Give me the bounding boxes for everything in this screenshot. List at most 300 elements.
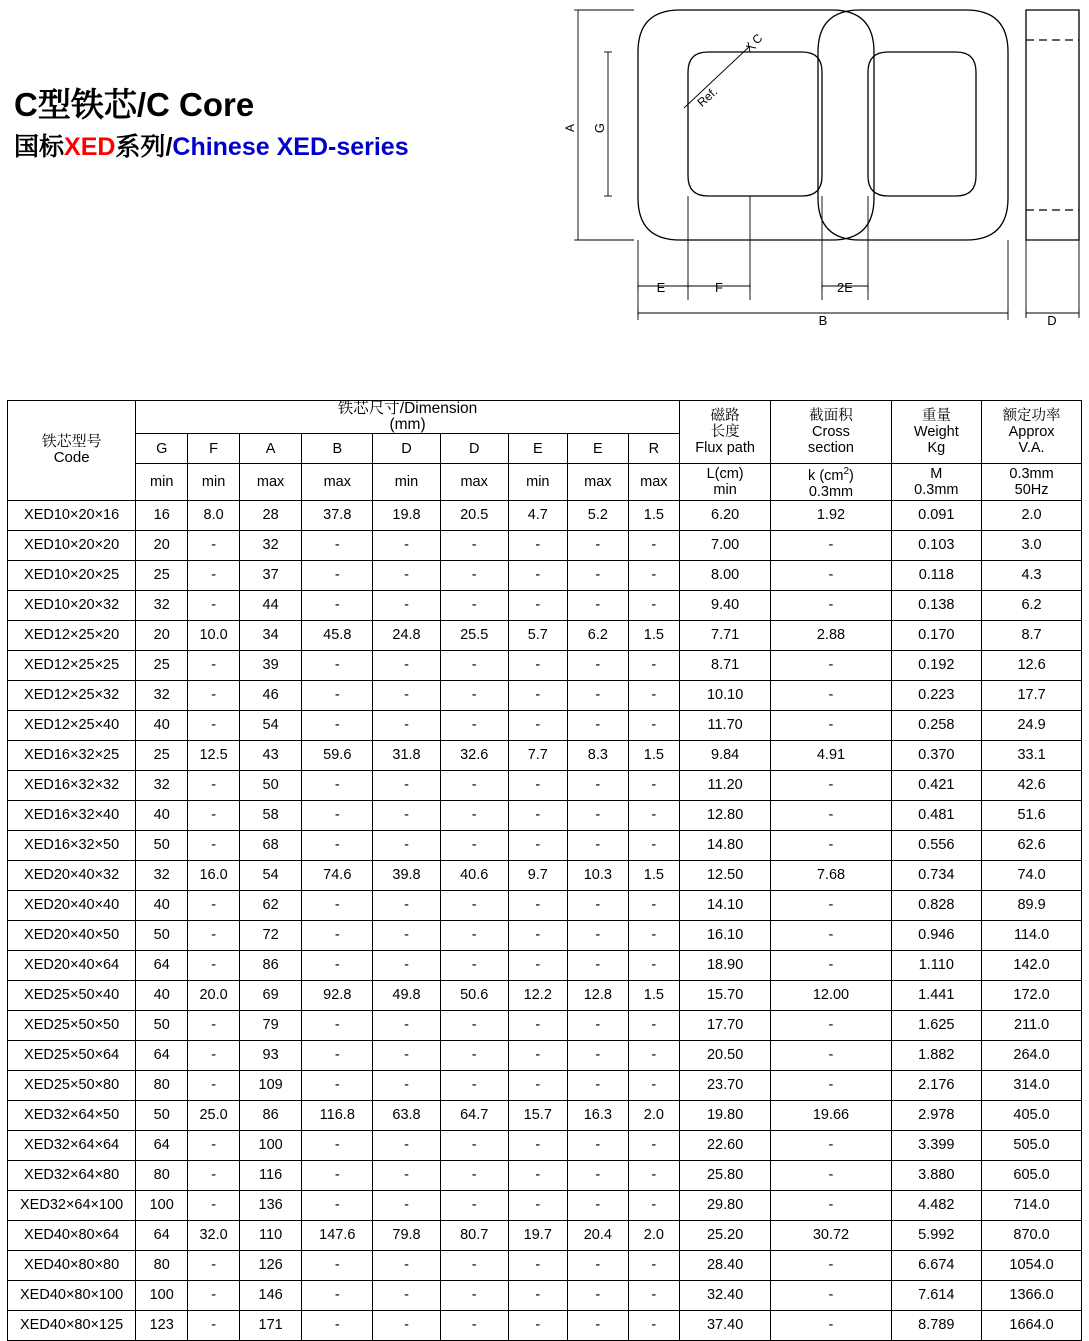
page-title-text: C型铁芯/C Core (14, 86, 255, 123)
table-cell: 39 (240, 650, 302, 680)
table-cell: 37.40 (679, 1310, 771, 1340)
header-qual-R: max (628, 464, 679, 501)
table-cell: 18.90 (679, 950, 771, 980)
table-cell: 86 (240, 950, 302, 980)
table-cell: - (188, 1070, 240, 1100)
table-cell: - (771, 1160, 891, 1190)
table-cell: 0.170 (891, 620, 982, 650)
header-qual-A: max (240, 464, 302, 501)
cell-code: XED32×64×100 (8, 1190, 136, 1220)
header-qual-Emax: max (567, 464, 628, 501)
cell-code: XED32×64×50 (8, 1100, 136, 1130)
table-cell: - (508, 950, 567, 980)
table-cell: - (440, 560, 508, 590)
table-cell: - (567, 920, 628, 950)
table-cell: - (373, 590, 440, 620)
cell-code: XED16×32×25 (8, 740, 136, 770)
header-flux-path (679, 401, 771, 464)
table-row (8, 500, 1082, 530)
table-cell: - (373, 830, 440, 860)
header-dimension-unit: (mm) (389, 416, 426, 433)
cell-code: XED25×50×40 (8, 980, 136, 1010)
table-cell: - (567, 710, 628, 740)
table-cell: 68 (240, 830, 302, 860)
table-cell: - (771, 830, 891, 860)
table-cell: - (440, 650, 508, 680)
table-cell: 80.7 (440, 1220, 508, 1250)
table-cell: 63.8 (373, 1100, 440, 1130)
table-cell: 15.70 (679, 980, 771, 1010)
table-cell: - (508, 1070, 567, 1100)
table-cell: - (771, 590, 891, 620)
table-cell: 24.8 (373, 620, 440, 650)
table-cell: 405.0 (982, 1100, 1082, 1130)
table-cell: - (628, 590, 679, 620)
table-cell: 64 (136, 1130, 188, 1160)
table-cell: - (508, 1190, 567, 1220)
header-flux-sub1: L(cm) (706, 465, 744, 482)
table-cell: 32 (136, 680, 188, 710)
header-flux-sub2: min (713, 481, 737, 498)
header-code-en: Code (53, 449, 90, 467)
table-cell: - (771, 1070, 891, 1100)
table-cell: 146 (240, 1280, 302, 1310)
table-row (8, 1280, 1082, 1310)
table-cell: 0.103 (891, 530, 982, 560)
table-cell: - (373, 800, 440, 830)
header-power-en2: V.A. (1018, 440, 1045, 456)
table-cell: 32.6 (440, 740, 508, 770)
table-cell: 51.6 (982, 800, 1082, 830)
table-cell: 54 (240, 860, 302, 890)
table-cell: - (771, 560, 891, 590)
header-flux-cn2: 长度 (710, 424, 740, 440)
table-cell: 74.6 (302, 860, 373, 890)
table-cell: - (771, 1310, 891, 1340)
cell-code: XED40×80×100 (8, 1280, 136, 1310)
table-cell: - (771, 530, 891, 560)
table-cell: 45.8 (302, 620, 373, 650)
table-cell: - (373, 1010, 440, 1040)
table-cell: 1.5 (628, 740, 679, 770)
table-cell: - (508, 530, 567, 560)
table-cell: - (302, 1280, 373, 1310)
specification-table (7, 400, 1082, 1341)
table-cell: 16.3 (567, 1100, 628, 1130)
table-cell: 12.50 (679, 860, 771, 890)
table-cell: 0.946 (891, 920, 982, 950)
table-cell: - (508, 710, 567, 740)
table-cell: 109 (240, 1070, 302, 1100)
table-cell: - (373, 890, 440, 920)
cell-code: XED20×40×40 (8, 890, 136, 920)
table-cell: 6.2 (982, 590, 1082, 620)
table-row (8, 1190, 1082, 1220)
table-row (8, 740, 1082, 770)
table-cell: - (188, 830, 240, 860)
table-cell: - (188, 1010, 240, 1040)
table-cell: 0.481 (891, 800, 982, 830)
specification-table-wrapper (7, 400, 1082, 1341)
table-cell: 30.72 (771, 1220, 891, 1250)
table-cell: 0.091 (891, 500, 982, 530)
table-cell: 314.0 (982, 1070, 1082, 1100)
table-cell: 32 (240, 530, 302, 560)
table-cell: - (440, 710, 508, 740)
table-cell: 58 (240, 800, 302, 830)
cell-code: XED25×50×80 (8, 1070, 136, 1100)
table-cell: 6.674 (891, 1250, 982, 1280)
table-cell: 43 (240, 740, 302, 770)
table-cell: - (567, 590, 628, 620)
table-cell: - (628, 1040, 679, 1070)
table-row (8, 1130, 1082, 1160)
table-cell: - (628, 890, 679, 920)
table-cell: - (508, 830, 567, 860)
header-flux-en: Flux path (695, 440, 755, 456)
table-cell: - (440, 1010, 508, 1040)
table-cell: - (771, 1280, 891, 1310)
table-cell: 8.71 (679, 650, 771, 680)
table-cell: - (440, 950, 508, 980)
table-cell: - (508, 1040, 567, 1070)
header-cross-sub1-post: ) (849, 467, 854, 484)
table-cell: 0.192 (891, 650, 982, 680)
table-cell: 870.0 (982, 1220, 1082, 1250)
table-cell: - (188, 1130, 240, 1160)
table-cell: 12.6 (982, 650, 1082, 680)
table-cell: - (302, 1010, 373, 1040)
cell-code: XED12×25×32 (8, 680, 136, 710)
table-cell: - (567, 650, 628, 680)
table-cell: - (188, 530, 240, 560)
table-cell: - (771, 800, 891, 830)
table-cell: - (508, 1160, 567, 1190)
table-cell: - (567, 1010, 628, 1040)
cell-code: XED16×32×40 (8, 800, 136, 830)
table-cell: 116.8 (302, 1100, 373, 1130)
table-cell: 89.9 (982, 890, 1082, 920)
table-cell: - (628, 800, 679, 830)
table-cell: 32 (136, 770, 188, 800)
table-cell: - (302, 680, 373, 710)
table-body (8, 500, 1082, 1340)
table-cell: 32 (136, 860, 188, 890)
subtitle-cn-series: XED (64, 133, 116, 161)
cell-code: XED40×80×125 (8, 1310, 136, 1340)
table-cell: 28 (240, 500, 302, 530)
header-weight-en: Weight (913, 424, 959, 440)
header-power (982, 401, 1082, 464)
subtitle-cn-suffix: 系列 (115, 133, 166, 161)
table-cell: - (373, 1310, 440, 1340)
header-code (8, 401, 136, 501)
table-cell: 4.3 (982, 560, 1082, 590)
header-letter-Emin: E (508, 434, 567, 464)
header-dimension (136, 401, 680, 434)
header-weight (891, 401, 982, 464)
table-cell: - (567, 530, 628, 560)
table-row (8, 830, 1082, 860)
table-cell: - (373, 1130, 440, 1160)
table-cell: 142.0 (982, 950, 1082, 980)
table-cell: 79 (240, 1010, 302, 1040)
header-weight-sub (891, 464, 982, 501)
header-cross-sub1 (771, 464, 890, 484)
table-row (8, 1100, 1082, 1130)
table-cell: - (440, 1040, 508, 1070)
table-cell: - (188, 1040, 240, 1070)
table-cell: 62.6 (982, 830, 1082, 860)
table-cell: 20.50 (679, 1040, 771, 1070)
table-cell: - (440, 1190, 508, 1220)
table-cell: 126 (240, 1250, 302, 1280)
table-cell: 25.80 (679, 1160, 771, 1190)
table-cell: - (628, 1070, 679, 1100)
table-cell: 40.6 (440, 860, 508, 890)
table-cell: - (771, 950, 891, 980)
table-cell: 4.91 (771, 740, 891, 770)
header-qual-B: max (302, 464, 373, 501)
table-cell: 7.71 (679, 620, 771, 650)
table-cell: 1366.0 (982, 1280, 1082, 1310)
table-cell: 714.0 (982, 1190, 1082, 1220)
table-cell: - (188, 1250, 240, 1280)
table-cell: 72 (240, 920, 302, 950)
table-cell: - (508, 800, 567, 830)
table-cell: 9.7 (508, 860, 567, 890)
table-cell: - (440, 920, 508, 950)
table-cell: 1664.0 (982, 1310, 1082, 1340)
table-cell: 0.138 (891, 590, 982, 620)
dimension-label-A: A (563, 123, 577, 133)
table-cell: - (771, 1250, 891, 1280)
table-cell: 100 (136, 1190, 188, 1220)
table-cell: 172.0 (982, 980, 1082, 1010)
table-cell: - (628, 1280, 679, 1310)
table-cell: - (188, 560, 240, 590)
table-cell: - (188, 890, 240, 920)
table-cell: - (373, 710, 440, 740)
table-cell: - (628, 920, 679, 950)
table-cell: 10.10 (679, 680, 771, 710)
table-cell: - (188, 710, 240, 740)
table-row (8, 530, 1082, 560)
table-cell: 3.0 (982, 530, 1082, 560)
table-cell: 8.789 (891, 1310, 982, 1340)
table-cell: - (440, 890, 508, 920)
table-cell: - (771, 920, 891, 950)
table-cell: - (373, 560, 440, 590)
table-cell: 12.00 (771, 980, 891, 1010)
table-cell: - (188, 1310, 240, 1340)
table-cell: 80 (136, 1160, 188, 1190)
table-cell: - (440, 800, 508, 830)
table-cell: 2.0 (982, 500, 1082, 530)
table-cell: 50 (136, 1100, 188, 1130)
table-cell: 7.00 (679, 530, 771, 560)
table-cell: 9.40 (679, 590, 771, 620)
table-cell: - (440, 770, 508, 800)
header-code-cn: 铁芯型号 (41, 433, 102, 451)
table-cell: 25.0 (188, 1100, 240, 1130)
table-cell: 20 (136, 620, 188, 650)
header-power-sub (982, 464, 1082, 501)
header-qual-F: min (188, 464, 240, 501)
cell-code: XED10×20×25 (8, 560, 136, 590)
table-row (8, 860, 1082, 890)
header-cross-en1: Cross (812, 424, 850, 440)
table-cell: - (567, 950, 628, 980)
table-cell: - (188, 1280, 240, 1310)
table-cell: 10.3 (567, 860, 628, 890)
cell-code: XED10×20×16 (8, 500, 136, 530)
header-cross-sub1-pre: k (cm (808, 467, 844, 484)
table-cell: - (302, 1310, 373, 1340)
table-cell: 2.0 (628, 1220, 679, 1250)
table-cell: 69 (240, 980, 302, 1010)
cell-code: XED10×20×20 (8, 530, 136, 560)
table-cell: 40 (136, 980, 188, 1010)
table-cell: - (302, 1130, 373, 1160)
table-cell: - (771, 1190, 891, 1220)
table-cell: 19.66 (771, 1100, 891, 1130)
cell-code: XED32×64×80 (8, 1160, 136, 1190)
table-cell: 11.70 (679, 710, 771, 740)
title-block (14, 86, 574, 162)
table-cell: - (628, 1160, 679, 1190)
table-cell: - (440, 590, 508, 620)
table-row (8, 590, 1082, 620)
table-cell: - (567, 830, 628, 860)
table-cell: 11.20 (679, 770, 771, 800)
table-cell: - (373, 1070, 440, 1100)
table-cell: 2.0 (628, 1100, 679, 1130)
table-cell: 1.5 (628, 860, 679, 890)
table-cell: 80 (136, 1070, 188, 1100)
table-cell: 5.7 (508, 620, 567, 650)
table-row (8, 620, 1082, 650)
table-cell: - (508, 1310, 567, 1340)
table-cell: - (188, 920, 240, 950)
header-cross-section (771, 401, 891, 464)
header-letter-R: R (628, 434, 679, 464)
table-cell: 92.8 (302, 980, 373, 1010)
table-cell: - (508, 680, 567, 710)
dimension-label-2E: 2E (837, 280, 853, 295)
table-cell: - (302, 890, 373, 920)
table-cell: - (302, 710, 373, 740)
table-cell: 64 (136, 1220, 188, 1250)
table-cell: - (567, 1190, 628, 1220)
header-cross-sub1-sup: 2 (843, 466, 850, 477)
table-cell: - (302, 1190, 373, 1220)
table-cell: 1.5 (628, 620, 679, 650)
table-cell: 0.828 (891, 890, 982, 920)
dimension-label-ref: Ref. (694, 84, 721, 110)
table-cell: - (508, 650, 567, 680)
header-power-sub2: 50Hz (1014, 481, 1049, 498)
table-cell: 39.8 (373, 860, 440, 890)
table-cell: 16 (136, 500, 188, 530)
table-cell: - (771, 770, 891, 800)
table-cell: 5.992 (891, 1220, 982, 1250)
table-cell: - (567, 1130, 628, 1160)
table-cell: 23.70 (679, 1070, 771, 1100)
table-cell: - (440, 680, 508, 710)
table-cell: - (567, 1280, 628, 1310)
table-cell: 54 (240, 710, 302, 740)
table-row (8, 1040, 1082, 1070)
table-cell: 2.978 (891, 1100, 982, 1130)
dimension-label-E: E (656, 280, 666, 295)
table-cell: 32 (136, 590, 188, 620)
table-cell: - (567, 1040, 628, 1070)
table-cell: 46 (240, 680, 302, 710)
table-row (8, 680, 1082, 710)
table-cell: - (771, 1040, 891, 1070)
header-weight-sub2: 0.3mm (914, 481, 959, 498)
cell-code: XED10×20×32 (8, 590, 136, 620)
table-cell: - (508, 560, 567, 590)
cell-code: XED16×32×50 (8, 830, 136, 860)
header-letter-B: B (302, 434, 373, 464)
table-cell: 22.60 (679, 1130, 771, 1160)
table-cell: - (440, 1250, 508, 1280)
header-letter-G: G (136, 434, 188, 464)
table-cell: 49.8 (373, 980, 440, 1010)
table-cell: 37.8 (302, 500, 373, 530)
header-flux-cn1: 磁路 (710, 408, 740, 424)
table-cell: 79.8 (373, 1220, 440, 1250)
header-weight-sub1: M (930, 465, 943, 482)
subtitle-en: Chinese XED-series (172, 133, 409, 161)
header-letter-A: A (240, 434, 302, 464)
table-cell: 211.0 (982, 1010, 1082, 1040)
header-qual-Emin: min (508, 464, 567, 501)
table-row (8, 1070, 1082, 1100)
table-cell: - (567, 1250, 628, 1280)
table-cell: 136 (240, 1190, 302, 1220)
table-cell: 8.0 (188, 500, 240, 530)
table-cell: 0.734 (891, 860, 982, 890)
table-cell: 147.6 (302, 1220, 373, 1250)
cell-code: XED40×80×80 (8, 1250, 136, 1280)
table-cell: - (373, 1280, 440, 1310)
table-cell: - (567, 560, 628, 590)
table-cell: - (508, 1130, 567, 1160)
table-cell: 1.441 (891, 980, 982, 1010)
table-cell: 29.80 (679, 1190, 771, 1220)
table-cell: 31.8 (373, 740, 440, 770)
core-drawing (560, 0, 1089, 340)
table-cell: - (628, 680, 679, 710)
cell-code: XED12×25×40 (8, 710, 136, 740)
table-cell: 19.80 (679, 1100, 771, 1130)
table-cell: 16.10 (679, 920, 771, 950)
table-cell: 605.0 (982, 1160, 1082, 1190)
table-cell: 9.84 (679, 740, 771, 770)
table-cell: - (771, 680, 891, 710)
table-cell: - (567, 800, 628, 830)
table-cell: 50 (136, 830, 188, 860)
table-row (8, 560, 1082, 590)
table-row (8, 950, 1082, 980)
cell-code: XED20×40×32 (8, 860, 136, 890)
header-letter-Dmax: D (440, 434, 508, 464)
table-cell: 0.421 (891, 770, 982, 800)
table-cell: - (628, 1190, 679, 1220)
